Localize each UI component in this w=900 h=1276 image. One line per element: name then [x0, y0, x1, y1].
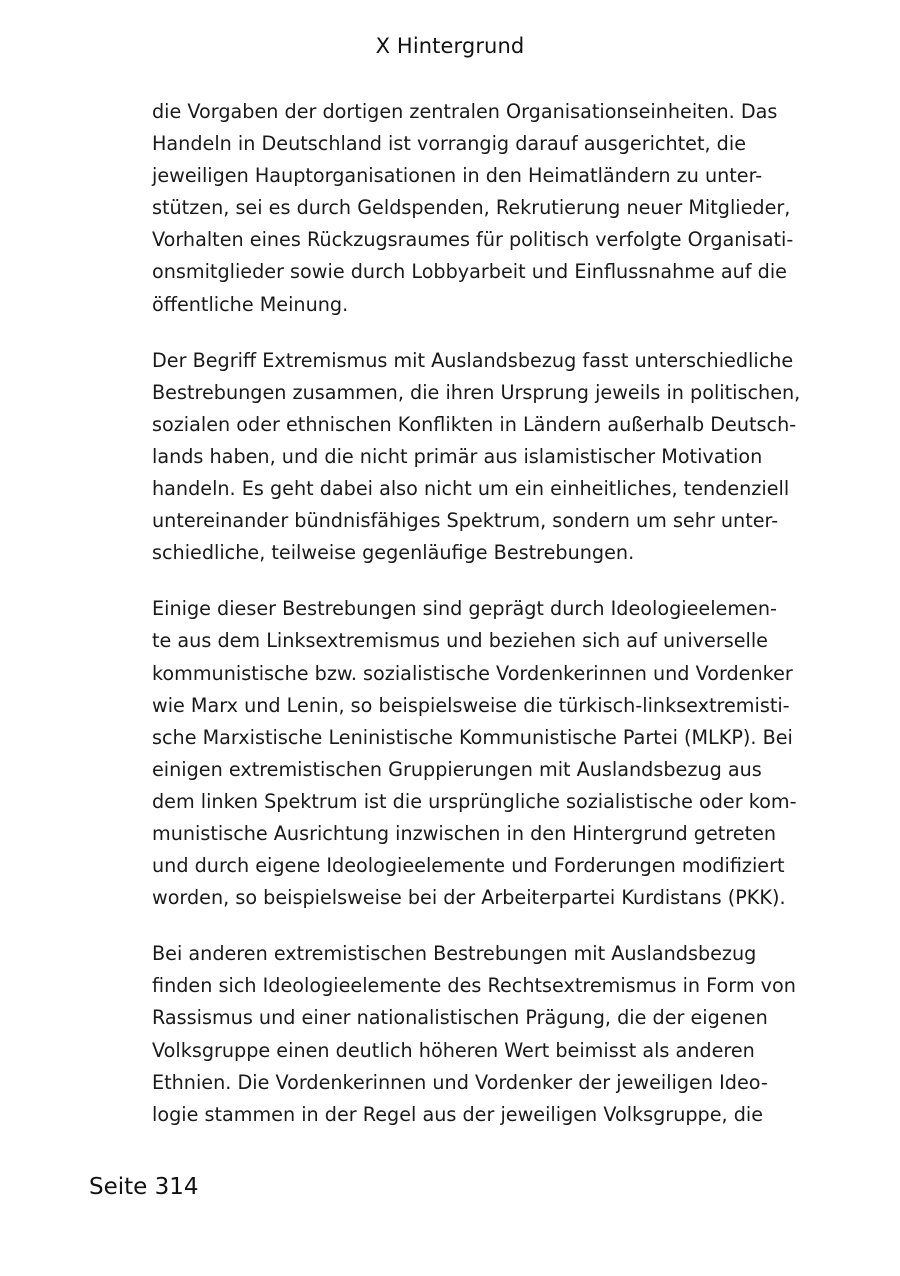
text-line: Bei anderen extremistischen Bestrebungen mit Auslandsbezug [152, 942, 757, 966]
text-line: stützen, sei es durch Geldspenden, Rekrutierung neuer Mitglieder, [152, 196, 791, 220]
paragraph-1 [152, 96, 817, 321]
text-line: handeln. Es geht dabei also nicht um ein einheitliches, tendenziell [152, 477, 790, 501]
running-head-title: X Hintergrund [375, 34, 525, 58]
text-line: kommunistische bzw. sozialistische Vordenkerinnen und Vordenker [152, 661, 793, 685]
text-line: jeweiligen Hauptorganisationen in den Heimatländern zu unter- [152, 164, 763, 188]
text-line: öffentliche Meinung. [152, 292, 349, 316]
text-line: onsmitglieder sowie durch Lobbyarbeit und Einflussnahme auf die [152, 260, 787, 284]
text-line: Bestrebungen zusammen, die ihren Ursprung jeweils in politischen, [152, 380, 801, 404]
text-line: und durch eigene Ideologieelemente und Forderungen modifiziert [152, 854, 785, 878]
text-line: logie stammen in der Regel aus der jeweiligen Volksgruppe, die [152, 1102, 764, 1126]
paragraph-4 [152, 938, 817, 1131]
text-line: Einige dieser Bestrebungen sind geprägt durch Ideologieelemen- [152, 597, 777, 621]
text-line: Volksgruppe einen deutlich höheren Wert beimisst als anderen [152, 1038, 755, 1062]
text-line: worden, so beispielsweise bei der Arbeiterpartei Kurdistans (PKK). [152, 886, 786, 910]
text-line: te aus dem Linksextremismus und beziehen sich auf universelle [152, 629, 768, 653]
text-line: die Vorgaben der dortigen zentralen Organisationseinheiten. Das [152, 100, 778, 123]
text-line: Rassismus und einer nationalistischen Prägung, die der eigenen [152, 1006, 768, 1030]
text-line: sozialen oder ethnischen Konflikten in Ländern außerhalb Deutsch- [152, 412, 797, 436]
paragraph-2 [152, 345, 817, 570]
text-line: finden sich Ideologieelemente des Rechtsextremismus in Form von [152, 974, 796, 998]
text-line: schiedliche, teilweise gegenläufige Bestrebungen. [152, 541, 635, 565]
text-line: dem linken Spektrum ist die ursprüngliche sozialistische oder kom- [152, 789, 797, 813]
text-line: einigen extremistischen Gruppierungen mit Auslandsbezug aus [152, 757, 762, 781]
text-line: sche Marxistische Leninistische Kommunistische Partei (MLKP). Bei [152, 725, 793, 749]
text-line: Ethnien. Die Vordenkerinnen und Vordenker der jeweiligen Ideo- [152, 1070, 768, 1094]
text-line: untereinander bündnisfähiges Spektrum, sondern um sehr unter- [152, 509, 779, 533]
text-line: lands haben, und die nicht primär aus islamistischer Motivation [152, 444, 763, 468]
text-line: munistische Ausrichtung inzwischen in den Hintergrund getreten [152, 821, 777, 845]
text-line: wie Marx und Lenin, so beispielsweise die türkisch-linksextremisti- [152, 693, 790, 717]
paragraph-3 [152, 593, 817, 914]
body-text [152, 96, 817, 1155]
text-line: Der Begriff Extremismus mit Auslandsbezug fasst unterschiedliche [152, 348, 794, 372]
page-number: Seite 314 [89, 1174, 199, 1200]
text-line: Vorhalten eines Rückzugsraumes für politisch verfolgte Organisati- [152, 228, 794, 252]
text-line: Handeln in Deutschland ist vorrangig darauf ausgerichtet, die [152, 132, 746, 156]
